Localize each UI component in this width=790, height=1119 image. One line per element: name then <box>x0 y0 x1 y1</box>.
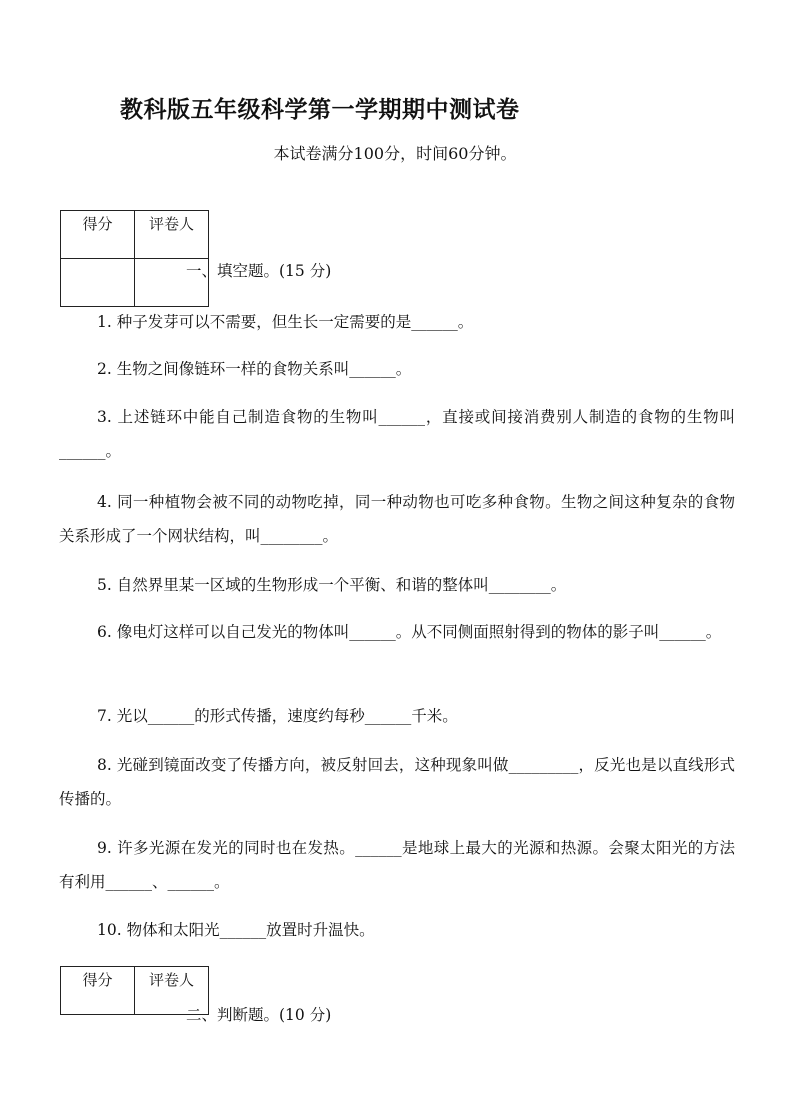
question-5: 5. 自然界里某一区域的生物形成一个平衡、和谐的整体叫________。 <box>97 576 567 594</box>
question-3: 3. 上述链环中能自己制造食物的生物叫______，直接或间接消费别人制造的食物的生物叫______。 <box>59 408 735 460</box>
page-title: 教科版五年级科学第一学期期中测试卷 <box>120 97 520 123</box>
score-cell[interactable] <box>61 259 135 307</box>
question-1: 1. 种子发芽可以不需要，但生长一定需要的是______。 <box>97 313 474 331</box>
question-9: 9. 许多光源在发光的同时也在发热。______是地球上最大的光源和热源。会聚太阳光的方法有利用______、______。 <box>59 839 735 891</box>
question-2: 2. 生物之间像链环一样的食物关系叫______。 <box>97 360 412 378</box>
score-header: 得分 <box>61 967 135 1015</box>
section-heading-true-false: 二、判断题。(10 分) <box>186 1006 332 1024</box>
grader-header: 评卷人 <box>135 211 209 259</box>
question-8: 8. 光碰到镜面改变了传播方向，被反射回去，这种现象叫做_________，反光也是以直线形式传播的。 <box>59 756 735 808</box>
score-header: 得分 <box>61 211 135 259</box>
page-subtitle: 本试卷满分100分，时间60分钟。 <box>273 144 517 163</box>
question-6: 6. 像电灯这样可以自己发光的物体叫______。从不同侧面照射得到的物体的影子叫______。 <box>97 623 722 641</box>
grader-header: 评卷人 <box>135 967 209 1015</box>
section-heading-fill-blank: 一、填空题。(15 分) <box>186 262 332 280</box>
question-10: 10. 物体和太阳光______放置时升温快。 <box>97 921 375 939</box>
question-4: 4. 同一种植物会被不同的动物吃掉，同一种动物也可吃多种食物。生物之间这种复杂的食物关系形成了一个网状结构，叫________。 <box>59 493 735 545</box>
question-7: 7. 光以______的形式传播，速度约每秒______千米。 <box>97 707 458 725</box>
